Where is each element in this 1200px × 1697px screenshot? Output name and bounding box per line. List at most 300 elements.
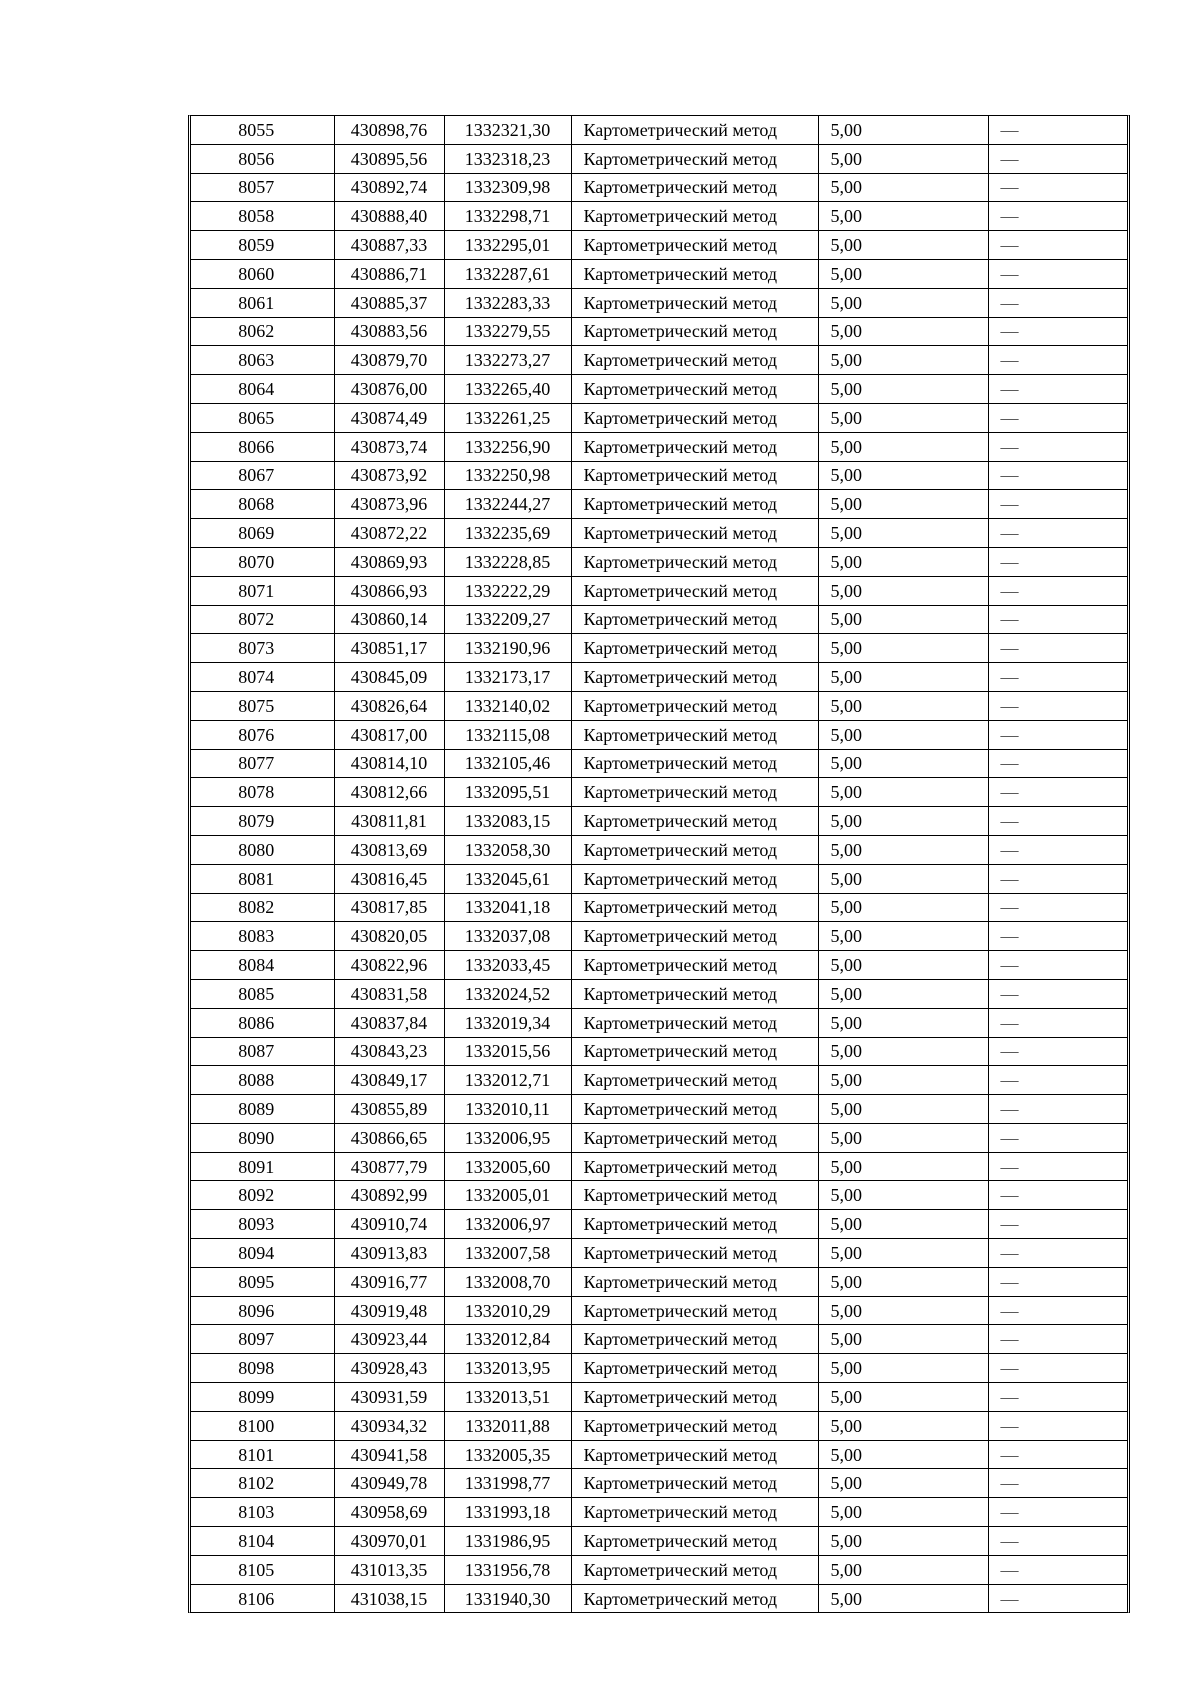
x-coordinate-cell: 430888,40	[334, 202, 444, 231]
dash-text: —	[1000, 1530, 1019, 1551]
method-cell: Картометрический метод	[571, 432, 818, 461]
description-cell	[988, 1469, 1127, 1498]
y-coordinate-cell: 1332033,45	[444, 951, 571, 980]
point-number-cell: 8086	[191, 1008, 334, 1037]
point-number-cell: 8055	[191, 116, 334, 144]
accuracy-cell: 5,00	[818, 144, 988, 173]
description-cell	[988, 317, 1127, 346]
accuracy-cell: 5,00	[818, 1181, 988, 1210]
x-coordinate-cell: 430869,93	[334, 547, 444, 576]
method-cell: Картометрический метод	[571, 202, 818, 231]
dash-text: —	[1000, 350, 1019, 371]
point-number-cell: 8076	[191, 720, 334, 749]
description-cell	[988, 1210, 1127, 1239]
method-cell: Картометрический метод	[571, 835, 818, 864]
method-cell: Картометрический метод	[571, 1325, 818, 1354]
description-cell	[988, 346, 1127, 375]
accuracy-cell: 5,00	[818, 749, 988, 778]
accuracy-cell: 5,00	[818, 519, 988, 548]
x-coordinate-cell: 430941,58	[334, 1440, 444, 1469]
description-cell	[988, 1584, 1127, 1612]
method-cell: Картометрический метод	[571, 1239, 818, 1268]
accuracy-cell: 5,00	[818, 691, 988, 720]
y-coordinate-cell: 1332006,97	[444, 1210, 571, 1239]
accuracy-cell: 5,00	[818, 202, 988, 231]
dash-text: —	[1000, 926, 1019, 947]
dash-text: —	[1000, 839, 1019, 860]
x-coordinate-cell: 430873,96	[334, 490, 444, 519]
y-coordinate-cell: 1332173,17	[444, 663, 571, 692]
coordinates-table-body	[191, 116, 1127, 1612]
x-coordinate-cell: 430931,59	[334, 1383, 444, 1412]
accuracy-cell: 5,00	[818, 1239, 988, 1268]
y-coordinate-cell: 1332015,56	[444, 1037, 571, 1066]
y-coordinate-cell: 1332228,85	[444, 547, 571, 576]
x-coordinate-cell: 430820,05	[334, 922, 444, 951]
table-row	[191, 1152, 1127, 1181]
table-row	[191, 288, 1127, 317]
x-coordinate-cell: 430923,44	[334, 1325, 444, 1354]
y-coordinate-cell: 1331993,18	[444, 1498, 571, 1527]
point-number-cell: 8072	[191, 605, 334, 634]
accuracy-cell: 5,00	[818, 1555, 988, 1584]
description-cell	[988, 1239, 1127, 1268]
point-number-cell: 8057	[191, 173, 334, 202]
table-row	[191, 749, 1127, 778]
y-coordinate-cell: 1332012,71	[444, 1066, 571, 1095]
accuracy-cell: 5,00	[818, 1267, 988, 1296]
table-row	[191, 691, 1127, 720]
description-cell	[988, 634, 1127, 663]
accuracy-cell: 5,00	[818, 432, 988, 461]
accuracy-cell: 5,00	[818, 1584, 988, 1612]
dash-text: —	[1000, 955, 1019, 975]
dash-text: —	[1000, 1559, 1019, 1580]
x-coordinate-cell: 430887,33	[334, 231, 444, 260]
description-cell	[988, 288, 1127, 317]
point-number-cell: 8075	[191, 691, 334, 720]
accuracy-cell: 5,00	[818, 1123, 988, 1152]
method-cell: Картометрический метод	[571, 1354, 818, 1383]
y-coordinate-cell: 1332013,95	[444, 1354, 571, 1383]
table-row	[191, 1383, 1127, 1412]
table-row	[191, 403, 1127, 432]
y-coordinate-cell: 1332007,58	[444, 1239, 571, 1268]
table-row	[191, 490, 1127, 519]
point-number-cell: 8060	[191, 259, 334, 288]
y-coordinate-cell: 1332295,01	[444, 231, 571, 260]
dash-text: —	[1000, 580, 1019, 601]
accuracy-cell: 5,00	[818, 1411, 988, 1440]
point-number-cell: 8096	[191, 1296, 334, 1325]
method-cell: Картометрический метод	[571, 807, 818, 836]
table-row	[191, 1469, 1127, 1498]
description-cell	[988, 951, 1127, 980]
accuracy-cell: 5,00	[818, 634, 988, 663]
description-cell	[988, 835, 1127, 864]
accuracy-cell: 5,00	[818, 1354, 988, 1383]
table-row	[191, 922, 1127, 951]
y-coordinate-cell: 1332256,90	[444, 432, 571, 461]
y-coordinate-cell: 1332235,69	[444, 519, 571, 548]
accuracy-cell: 5,00	[818, 461, 988, 490]
description-cell	[988, 979, 1127, 1008]
point-number-cell: 8095	[191, 1267, 334, 1296]
point-number-cell: 8093	[191, 1210, 334, 1239]
table-row	[191, 979, 1127, 1008]
description-cell	[988, 1383, 1127, 1412]
accuracy-cell: 5,00	[818, 317, 988, 346]
y-coordinate-cell: 1332279,55	[444, 317, 571, 346]
dash-text: —	[1000, 695, 1019, 716]
method-cell: Картометрический метод	[571, 1296, 818, 1325]
y-coordinate-cell: 1332261,25	[444, 403, 571, 432]
description-cell	[988, 1267, 1127, 1296]
table-row	[191, 346, 1127, 375]
y-coordinate-cell: 1332273,27	[444, 346, 571, 375]
table-row	[191, 116, 1127, 144]
description-cell	[988, 403, 1127, 432]
x-coordinate-cell: 430916,77	[334, 1267, 444, 1296]
dash-text: —	[1000, 1127, 1019, 1148]
accuracy-cell: 5,00	[818, 1008, 988, 1037]
description-cell	[988, 807, 1127, 836]
dash-text: —	[1000, 868, 1019, 889]
table-row	[191, 605, 1127, 634]
dash-text: —	[1000, 1358, 1019, 1379]
table-row	[191, 1325, 1127, 1354]
method-cell: Картометрический метод	[571, 1210, 818, 1239]
dash-text: —	[1000, 1329, 1019, 1350]
accuracy-cell: 5,00	[818, 893, 988, 922]
dash-text: —	[1000, 983, 1019, 1004]
method-cell: Картометрический метод	[571, 461, 818, 490]
table-row	[191, 1555, 1127, 1584]
accuracy-cell: 5,00	[818, 1210, 988, 1239]
accuracy-cell: 5,00	[818, 1066, 988, 1095]
dash-text: —	[1000, 1300, 1019, 1321]
point-number-cell: 8056	[191, 144, 334, 173]
description-cell	[988, 720, 1127, 749]
y-coordinate-cell: 1332005,01	[444, 1181, 571, 1210]
table-row	[191, 1584, 1127, 1612]
table-row	[191, 432, 1127, 461]
y-coordinate-cell: 1331986,95	[444, 1527, 571, 1556]
method-cell: Картометрический метод	[571, 317, 818, 346]
point-number-cell: 8087	[191, 1037, 334, 1066]
method-cell: Картометрический метод	[571, 1411, 818, 1440]
table-row	[191, 144, 1127, 173]
method-cell: Картометрический метод	[571, 259, 818, 288]
y-coordinate-cell: 1332222,29	[444, 576, 571, 605]
description-cell	[988, 1527, 1127, 1556]
method-cell: Картометрический метод	[571, 490, 818, 519]
dash-text: —	[1000, 1041, 1019, 1062]
x-coordinate-cell: 430876,00	[334, 375, 444, 404]
point-number-cell: 8069	[191, 519, 334, 548]
point-number-cell: 8063	[191, 346, 334, 375]
description-cell	[988, 461, 1127, 490]
y-coordinate-cell: 1332041,18	[444, 893, 571, 922]
table-row	[191, 778, 1127, 807]
x-coordinate-cell: 430843,23	[334, 1037, 444, 1066]
accuracy-cell: 5,00	[818, 1152, 988, 1181]
x-coordinate-cell: 430872,22	[334, 519, 444, 548]
description-cell	[988, 1037, 1127, 1066]
method-cell: Картометрический метод	[571, 1383, 818, 1412]
point-number-cell: 8102	[191, 1469, 334, 1498]
dash-text: —	[1000, 177, 1019, 198]
y-coordinate-cell: 1332010,29	[444, 1296, 571, 1325]
method-cell: Картометрический метод	[571, 1440, 818, 1469]
table-row	[191, 634, 1127, 663]
method-cell: Картометрический метод	[571, 663, 818, 692]
point-number-cell: 8079	[191, 807, 334, 836]
x-coordinate-cell: 430958,69	[334, 1498, 444, 1527]
description-cell	[988, 1498, 1127, 1527]
point-number-cell: 8071	[191, 576, 334, 605]
x-coordinate-cell: 430866,65	[334, 1123, 444, 1152]
table-row	[191, 1095, 1127, 1124]
y-coordinate-cell: 1332321,30	[444, 116, 571, 144]
description-cell	[988, 1181, 1127, 1210]
table-row	[191, 807, 1127, 836]
method-cell: Картометрический метод	[571, 1037, 818, 1066]
table-row	[191, 1123, 1127, 1152]
x-coordinate-cell: 430855,89	[334, 1095, 444, 1124]
point-number-cell: 8077	[191, 749, 334, 778]
point-number-cell: 8091	[191, 1152, 334, 1181]
y-coordinate-cell: 1332010,11	[444, 1095, 571, 1124]
accuracy-cell: 5,00	[818, 259, 988, 288]
accuracy-cell: 5,00	[818, 778, 988, 807]
y-coordinate-cell: 1332115,08	[444, 720, 571, 749]
x-coordinate-cell: 430949,78	[334, 1469, 444, 1498]
accuracy-cell: 5,00	[818, 116, 988, 144]
accuracy-cell: 5,00	[818, 1498, 988, 1527]
description-cell	[988, 432, 1127, 461]
dash-text: —	[1000, 609, 1019, 630]
description-cell	[988, 259, 1127, 288]
table-row	[191, 1239, 1127, 1268]
accuracy-cell: 5,00	[818, 576, 988, 605]
point-number-cell: 8074	[191, 663, 334, 692]
x-coordinate-cell: 430892,74	[334, 173, 444, 202]
point-number-cell: 8085	[191, 979, 334, 1008]
y-coordinate-cell: 1332005,35	[444, 1440, 571, 1469]
point-number-cell: 8094	[191, 1239, 334, 1268]
table-row	[191, 461, 1127, 490]
method-cell: Картометрический метод	[571, 288, 818, 317]
y-coordinate-cell: 1332008,70	[444, 1267, 571, 1296]
point-number-cell: 8081	[191, 864, 334, 893]
description-cell	[988, 1555, 1127, 1584]
table-row	[191, 1498, 1127, 1527]
dash-text: —	[1000, 551, 1019, 572]
x-coordinate-cell: 430866,93	[334, 576, 444, 605]
method-cell: Картометрический метод	[571, 1469, 818, 1498]
method-cell: Картометрический метод	[571, 922, 818, 951]
table-row	[191, 1267, 1127, 1296]
description-cell	[988, 231, 1127, 260]
method-cell: Картометрический метод	[571, 1066, 818, 1095]
description-cell	[988, 375, 1127, 404]
dash-text: —	[1000, 1415, 1019, 1436]
x-coordinate-cell: 430831,58	[334, 979, 444, 1008]
method-cell: Картометрический метод	[571, 1527, 818, 1556]
table-row	[191, 519, 1127, 548]
y-coordinate-cell: 1332105,46	[444, 749, 571, 778]
dash-text: —	[1000, 1070, 1019, 1091]
dash-text: —	[1000, 407, 1019, 428]
table-row	[191, 1008, 1127, 1037]
accuracy-cell: 5,00	[818, 922, 988, 951]
method-cell: Картометрический метод	[571, 1123, 818, 1152]
accuracy-cell: 5,00	[818, 1095, 988, 1124]
y-coordinate-cell: 1332019,34	[444, 1008, 571, 1037]
dash-text: —	[1000, 1242, 1019, 1263]
point-number-cell: 8082	[191, 893, 334, 922]
description-cell	[988, 1325, 1127, 1354]
table-row	[191, 1181, 1127, 1210]
x-coordinate-cell: 430874,49	[334, 403, 444, 432]
point-number-cell: 8061	[191, 288, 334, 317]
dash-text: —	[1000, 494, 1019, 515]
point-number-cell: 8073	[191, 634, 334, 663]
y-coordinate-cell: 1332209,27	[444, 605, 571, 634]
dash-text: —	[1000, 1012, 1019, 1033]
description-cell	[988, 490, 1127, 519]
coordinates-table	[191, 116, 1127, 1612]
y-coordinate-cell: 1332037,08	[444, 922, 571, 951]
dash-text: —	[1000, 119, 1019, 140]
method-cell: Картометрический метод	[571, 979, 818, 1008]
dash-text: —	[1000, 1588, 1019, 1609]
dash-text: —	[1000, 667, 1019, 688]
accuracy-cell: 5,00	[818, 807, 988, 836]
x-coordinate-cell: 430873,74	[334, 432, 444, 461]
table-row	[191, 231, 1127, 260]
y-coordinate-cell: 1332045,61	[444, 864, 571, 893]
x-coordinate-cell: 430811,81	[334, 807, 444, 836]
dash-text: —	[1000, 206, 1019, 227]
table-row	[191, 547, 1127, 576]
description-cell	[988, 116, 1127, 144]
x-coordinate-cell: 430885,37	[334, 288, 444, 317]
description-cell	[988, 547, 1127, 576]
method-cell: Картометрический метод	[571, 346, 818, 375]
table-row	[191, 173, 1127, 202]
accuracy-cell: 5,00	[818, 1296, 988, 1325]
method-cell: Картометрический метод	[571, 1181, 818, 1210]
table-row	[191, 720, 1127, 749]
y-coordinate-cell: 1332318,23	[444, 144, 571, 173]
accuracy-cell: 5,00	[818, 1440, 988, 1469]
point-number-cell: 8070	[191, 547, 334, 576]
x-coordinate-cell: 430822,96	[334, 951, 444, 980]
description-cell	[988, 519, 1127, 548]
x-coordinate-cell: 431038,15	[334, 1584, 444, 1612]
y-coordinate-cell: 1332265,40	[444, 375, 571, 404]
point-number-cell: 8068	[191, 490, 334, 519]
y-coordinate-cell: 1332244,27	[444, 490, 571, 519]
point-number-cell: 8059	[191, 231, 334, 260]
y-coordinate-cell: 1332190,96	[444, 634, 571, 663]
method-cell: Картометрический метод	[571, 605, 818, 634]
point-number-cell: 8100	[191, 1411, 334, 1440]
description-cell	[988, 691, 1127, 720]
method-cell: Картометрический метод	[571, 778, 818, 807]
method-cell: Картометрический метод	[571, 1152, 818, 1181]
point-number-cell: 8104	[191, 1527, 334, 1556]
dash-text: —	[1000, 292, 1019, 313]
y-coordinate-cell: 1332024,52	[444, 979, 571, 1008]
y-coordinate-cell: 1331956,78	[444, 1555, 571, 1584]
y-coordinate-cell: 1332013,51	[444, 1383, 571, 1412]
method-cell: Картометрический метод	[571, 691, 818, 720]
dash-text: —	[1000, 1185, 1019, 1206]
dash-text: —	[1000, 1098, 1019, 1119]
method-cell: Картометрический метод	[571, 231, 818, 260]
x-coordinate-cell: 430849,17	[334, 1066, 444, 1095]
accuracy-cell: 5,00	[818, 490, 988, 519]
y-coordinate-cell: 1332298,71	[444, 202, 571, 231]
method-cell: Картометрический метод	[571, 375, 818, 404]
dash-text: —	[1000, 1214, 1019, 1235]
x-coordinate-cell: 430886,71	[334, 259, 444, 288]
table-row	[191, 1440, 1127, 1469]
description-cell	[988, 144, 1127, 173]
x-coordinate-cell: 430895,56	[334, 144, 444, 173]
accuracy-cell: 5,00	[818, 346, 988, 375]
point-number-cell: 8098	[191, 1354, 334, 1383]
y-coordinate-cell: 1332012,84	[444, 1325, 571, 1354]
point-number-cell: 8099	[191, 1383, 334, 1412]
y-coordinate-cell: 1332083,15	[444, 807, 571, 836]
x-coordinate-cell: 431013,35	[334, 1555, 444, 1584]
description-cell	[988, 1411, 1127, 1440]
method-cell: Картометрический метод	[571, 864, 818, 893]
description-cell	[988, 1152, 1127, 1181]
description-cell	[988, 893, 1127, 922]
method-cell: Картометрический метод	[571, 634, 818, 663]
x-coordinate-cell: 430817,00	[334, 720, 444, 749]
table-row	[191, 375, 1127, 404]
point-number-cell: 8088	[191, 1066, 334, 1095]
x-coordinate-cell: 430817,85	[334, 893, 444, 922]
description-cell	[988, 922, 1127, 951]
method-cell: Картометрический метод	[571, 1555, 818, 1584]
point-number-cell: 8064	[191, 375, 334, 404]
point-number-cell: 8058	[191, 202, 334, 231]
y-coordinate-cell: 1332250,98	[444, 461, 571, 490]
point-number-cell: 8103	[191, 1498, 334, 1527]
table-row	[191, 1296, 1127, 1325]
dash-text: —	[1000, 638, 1019, 659]
point-number-cell: 8065	[191, 403, 334, 432]
point-number-cell: 8089	[191, 1095, 334, 1124]
x-coordinate-cell: 430816,45	[334, 864, 444, 893]
table-row	[191, 259, 1127, 288]
description-cell	[988, 1095, 1127, 1124]
description-cell	[988, 605, 1127, 634]
table-row	[191, 835, 1127, 864]
y-coordinate-cell: 1332011,88	[444, 1411, 571, 1440]
x-coordinate-cell: 430813,69	[334, 835, 444, 864]
table-row	[191, 1354, 1127, 1383]
table-row	[191, 951, 1127, 980]
method-cell: Картометрический метод	[571, 547, 818, 576]
